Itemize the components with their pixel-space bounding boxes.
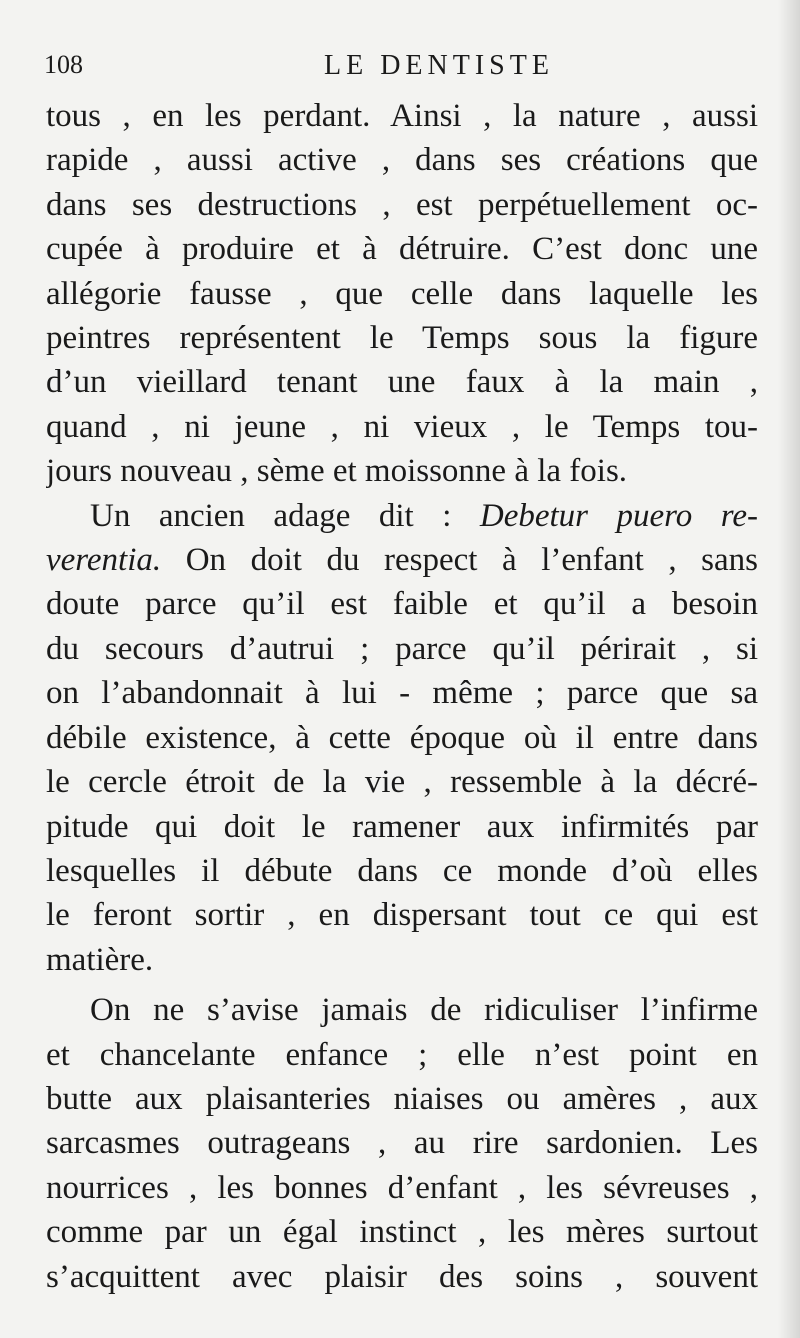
- text-line: butte aux plaisanteries niaises ou amères , aux: [46, 1080, 758, 1117]
- text-line: le cercle étroit de la vie , ressemble à la décré-: [46, 764, 758, 801]
- paragraph-3: [46, 988, 758, 1299]
- text-line: quand , ni jeune , ni vieux , le Temps tou-: [46, 408, 758, 445]
- text-line: on l’abandonnait à lui - même ; parce que sa: [46, 675, 758, 712]
- text-line: peintres représentent le Temps sous la figure: [46, 320, 758, 357]
- page-header: [44, 48, 744, 88]
- line-rest: On doit du respect à l’enfant , sans: [161, 542, 758, 579]
- text-line: [46, 538, 758, 582]
- body-text: [46, 94, 758, 1299]
- text-line: et chancelante enfance ; elle n’est point en: [46, 1036, 758, 1073]
- paragraph-1: [46, 94, 758, 494]
- line-prefix: Un ancien adage dit :: [90, 497, 480, 534]
- text-line: d’un vieillard tenant une faux à la main ,: [46, 364, 758, 401]
- text-line: [46, 494, 758, 538]
- text-line: jours nouveau , sème et moissonne à la fois.: [46, 453, 628, 490]
- text-line: rapide , aussi active , dans ses créations que: [46, 142, 758, 179]
- paragraph-2: [46, 494, 758, 982]
- text-line: On ne s’avise jamais de ridiculiser l’infirme: [90, 992, 758, 1029]
- text-line: dans ses destructions , est perpétuellement oc-: [46, 186, 758, 223]
- page-number: 108: [44, 50, 83, 79]
- running-title: LE DENTISTE: [324, 50, 554, 81]
- latin-quote: Debetur puero re-: [479, 497, 758, 534]
- text-line: sarcasmes outrageans , au rire sardonien. Les: [46, 1125, 758, 1162]
- text-line: débile existence, à cette époque où il entre dans: [46, 719, 758, 756]
- text-line: s’acquittent avec plaisir des soins , souvent: [46, 1258, 758, 1295]
- text-line: cupée à produire et à détruire. C’est donc une: [46, 231, 758, 268]
- page-edge-shadow: [778, 0, 800, 1338]
- text-line: lesquelles il débute dans ce monde d’où elles: [46, 852, 758, 889]
- text-line: allégorie fausse , que celle dans laquelle les: [46, 275, 758, 312]
- text-line: comme par un égal instinct , les mères surtout: [46, 1214, 758, 1251]
- latin-quote: verentia.: [46, 542, 162, 579]
- text-line: pitude qui doit le ramener aux infirmités par: [46, 808, 758, 845]
- text-line: nourrices , les bonnes d’enfant , les sévreuses ,: [46, 1169, 758, 1206]
- text-line: matière.: [46, 941, 154, 978]
- text-line: le feront sortir , en dispersant tout ce qui est: [46, 897, 758, 934]
- text-line: du secours d’autrui ; parce qu’il périrait , si: [46, 630, 758, 667]
- text-line: tous , en les perdant. Ainsi , la nature , aussi: [46, 98, 758, 134]
- text-line: doute parce qu’il est faible et qu’il a besoin: [46, 586, 758, 623]
